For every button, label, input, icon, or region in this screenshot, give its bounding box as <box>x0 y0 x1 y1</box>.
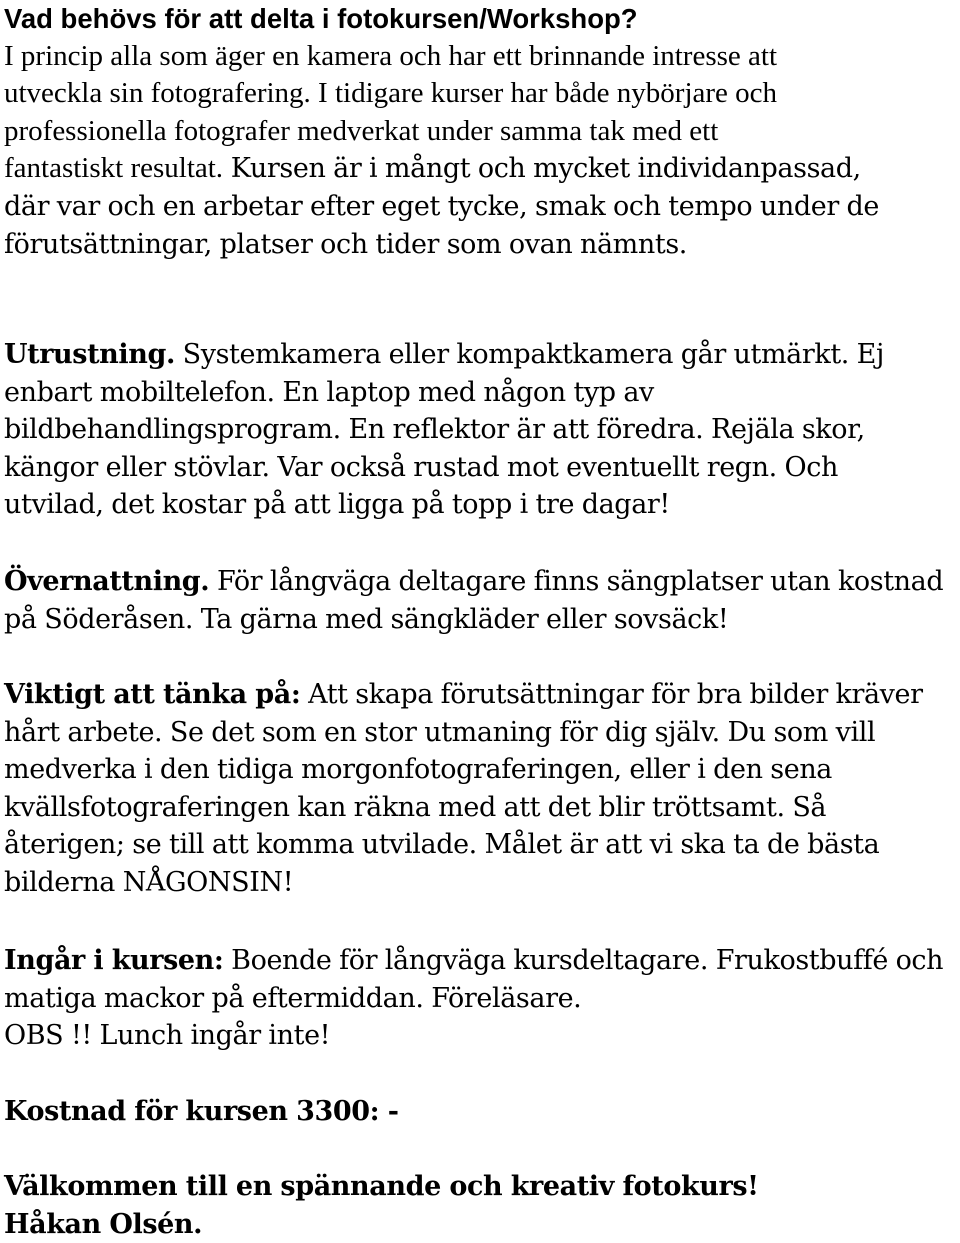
welcome-text: Välkommen till en spännande och kreativ fotokurs! <box>4 1171 759 1202</box>
cost-text: Kostnad för kursen 3300: - <box>4 1096 399 1127</box>
intro-line-2: utveckla sin fotografering. I tidigare kurser har både nybörjare och <box>4 77 778 110</box>
equipment-line-1-rest: Systemkamera eller kompaktkamera går utmärkt. Ej <box>174 339 884 370</box>
important-label: Viktigt att tänka på: <box>4 679 301 710</box>
included-line-1-rest: Boende för långväga kursdeltagare. Frukostbuffé och <box>223 945 944 976</box>
accommodation-section <box>4 563 956 638</box>
intro-line-6: förutsättningar, platser och tider som ovan nämnts. <box>4 228 687 260</box>
intro-line-1: I princip alla som äger en kamera och har ett brinnande intresse att <box>4 39 778 72</box>
intro-line-4 <box>4 150 956 188</box>
cost-section <box>4 1093 956 1131</box>
important-line-1 <box>4 676 956 714</box>
accommodation-line-1-rest: För långväga deltagare finns sängplatser utan kostnad <box>209 566 944 597</box>
intro-line-4-rest: Kursen är i mångt och mycket individanpassad, <box>223 153 861 185</box>
intro-section <box>4 0 956 263</box>
signature: Håkan Olsén. <box>4 1208 203 1240</box>
intro-line-3: professionella fotografer medverkat under samma tak med ett <box>4 114 719 147</box>
accommodation-line-1 <box>4 563 956 601</box>
included-section <box>4 942 956 1055</box>
included-line-3: OBS !! Lunch ingår inte! <box>4 1020 331 1052</box>
accommodation-label: Övernattning. <box>4 566 210 597</box>
intro-line-4-start: fantastiskt resultat. <box>4 152 224 185</box>
important-line-4: kvällsfotograferingen kan räkna med att det blir tröttsamt. Så <box>4 791 827 823</box>
important-line-3: medverka i den tidiga morgonfotograferingen, eller i den sena <box>4 754 833 786</box>
equipment-line-3: bildbehandlingsprogram. En reflektor är att föredra. Rejäla skor, <box>4 414 865 446</box>
equipment-section <box>4 336 956 524</box>
equipment-line-2: enbart mobiltelefon. En laptop med någon typ av <box>4 376 654 408</box>
included-line-2: matiga mackor på eftermiddan. Föreläsare. <box>4 982 582 1014</box>
intro-heading: Vad behövs för att delta i fotokursen/Workshop? <box>4 3 638 34</box>
included-line-1 <box>4 942 956 980</box>
intro-line-5: där var och en arbetar efter eget tycke, smak och tempo under de <box>4 190 879 222</box>
closing-section <box>4 1168 956 1243</box>
equipment-line-5: utvilad, det kostar på att ligga på topp i tre dagar! <box>4 489 670 521</box>
important-section <box>4 676 956 902</box>
included-label: Ingår i kursen: <box>4 945 224 976</box>
equipment-label: Utrustning. <box>4 339 175 370</box>
important-line-6: bilderna NÅGONSIN! <box>4 866 294 898</box>
important-line-5: återigen; se till att komma utvilade. Målet är att vi ska ta de bästa <box>4 829 880 861</box>
important-line-1-rest: Att skapa förutsättningar för bra bilder kräver <box>300 679 923 710</box>
important-line-2: hårt arbete. Se det som en stor utmaning för dig själv. Du som vill <box>4 716 876 748</box>
equipment-line-1 <box>4 336 956 374</box>
equipment-line-4: kängor eller stövlar. Var också rustad mot eventuellt regn. Och <box>4 451 838 483</box>
accommodation-line-2: på Söderåsen. Ta gärna med sängkläder eller sovsäck! <box>4 603 729 635</box>
